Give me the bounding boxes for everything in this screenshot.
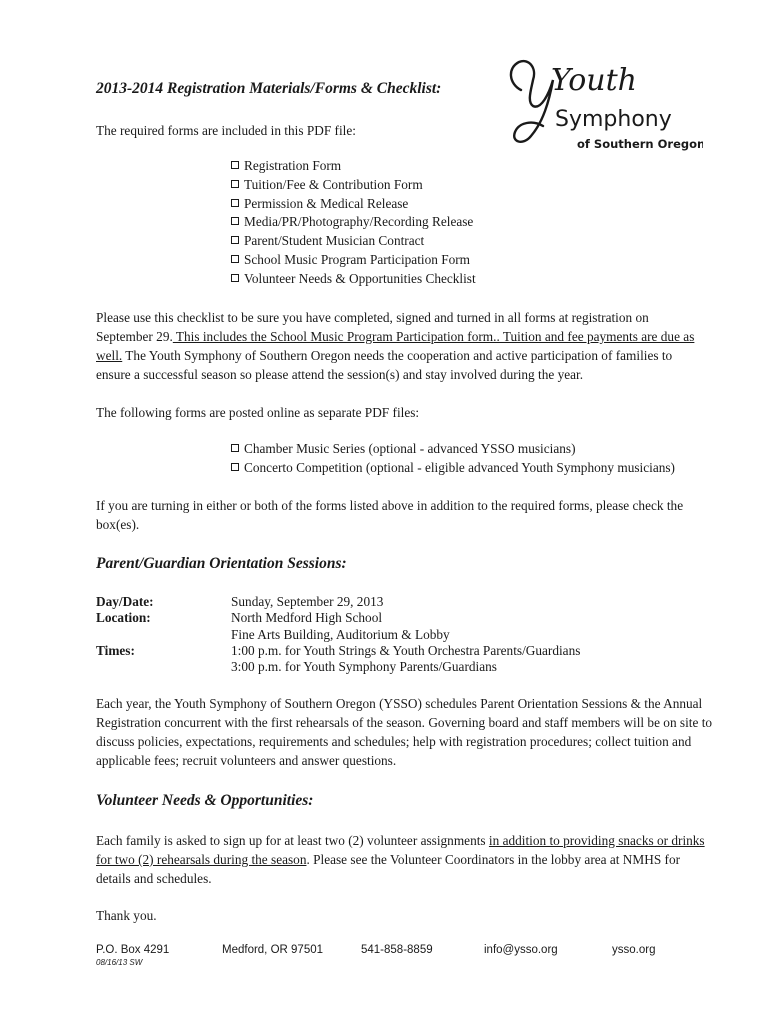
volunteer-paragraph: Each family is asked to sign up for at least two (2) volunteer assignments in addition to providing snacks or drinks for two (2) rehearsals during the season. Please see the Volunteer Coordinators in the lobby area at NMHS for details and schedules.: [96, 833, 705, 886]
checkbox[interactable]: [231, 463, 239, 471]
times-label: Times:: [96, 642, 135, 658]
orientation-paragraph: Each year, the Youth Symphony of Southern Oregon (YSSO) schedules Parent Orientation Sessions & the Annual Registration concurrent with the first rehearsals of the season. Governing board and staff members will be on site to discuss policies, expectations, requirements and schedules; help with registration procedures; collect tuition and applicable fees; recruit volunteers and answer questions.: [96, 696, 713, 768]
logo-script-text: Youth: [551, 63, 637, 98]
online-forms-intro: The following forms are posted online as separate PDF files:: [96, 405, 420, 420]
online-forms-checklist: [231, 439, 675, 477]
checklist-item: Media/PR/Photography/Recording Release: [231, 213, 476, 232]
logo-symphony-text: Symphony: [555, 107, 672, 132]
checkbox[interactable]: [231, 217, 239, 225]
checklist-item: Volunteer Needs & Opportunities Checklist: [231, 270, 476, 289]
footer-po-box: P.O. Box 4291: [96, 944, 170, 956]
required-forms-checklist: [231, 157, 476, 289]
checklist-item: Permission & Medical Release: [231, 195, 476, 214]
orientation-heading: Parent/Guardian Orientation Sessions:: [96, 555, 347, 572]
location-label: Location:: [96, 610, 151, 626]
time-symphony: 3:00 p.m. for Youth Symphony Parents/Guardians: [231, 659, 497, 675]
day-value: Sunday, September 29, 2013: [231, 594, 384, 609]
location-line1: North Medford High School: [231, 610, 383, 626]
logo-graphic: [503, 50, 703, 160]
checkbox[interactable]: [231, 180, 239, 188]
checklist-item: Chamber Music Series (optional - advanced YSSO musicians): [231, 439, 675, 458]
checkbox[interactable]: [231, 444, 239, 452]
checklist-item: Concerto Competition (optional - eligible advanced Youth Symphony musicians): [231, 458, 675, 477]
time-strings: 1:00 p.m. for Youth Strings & Youth Orchestra Parents/Guardians: [231, 642, 581, 658]
volunteer-heading: Volunteer Needs & Opportunities:: [96, 792, 314, 809]
footer-phone: 541-858-8859: [361, 944, 433, 956]
footer-email[interactable]: info@ysso.org: [484, 944, 558, 956]
youth-symphony-logo: [503, 50, 703, 160]
checkbox[interactable]: [231, 199, 239, 207]
checklist-item: Tuition/Fee & Contribution Form: [231, 176, 476, 195]
checklist-item: Parent/Student Musician Contract: [231, 232, 476, 251]
logo-region-text: of Southern Oregon: [577, 137, 703, 151]
checkbox[interactable]: [231, 236, 239, 244]
footer-website[interactable]: ysso.org: [612, 944, 656, 956]
footer-doc-code: 08/16/13 SW: [96, 958, 143, 967]
footer-city: Medford, OR 97501: [222, 944, 324, 956]
closing-text: Thank you.: [96, 908, 157, 923]
checkbox[interactable]: [231, 255, 239, 263]
location-line2: Fine Arts Building, Auditorium & Lobby: [231, 626, 450, 642]
checkbox[interactable]: [231, 274, 239, 282]
checklist-item: Registration Form: [231, 157, 476, 176]
checklist-item: School Music Program Participation Form: [231, 251, 476, 270]
intro-text: The required forms are included in this PDF file:: [96, 123, 356, 138]
page-title: 2013-2014 Registration Materials/Forms & Checklist:: [96, 80, 442, 97]
online-forms-instructions: If you are turning in either or both of the forms listed above in addition to the required forms, please check the box(es).: [96, 498, 684, 532]
checkbox[interactable]: [231, 161, 239, 169]
day-label: Day/Date:: [96, 594, 154, 609]
checklist-instructions: Please use this checklist to be sure you have completed, signed and turned in all forms at registration on September 29. This includes the School Music Program Participation form.. Tuition and fee payments are due as well. The Youth Symphony of Southern Oregon needs the cooperation and active participation of families to ensure a successful season so please attend the session(s) and stay involved during the year.: [96, 310, 695, 382]
